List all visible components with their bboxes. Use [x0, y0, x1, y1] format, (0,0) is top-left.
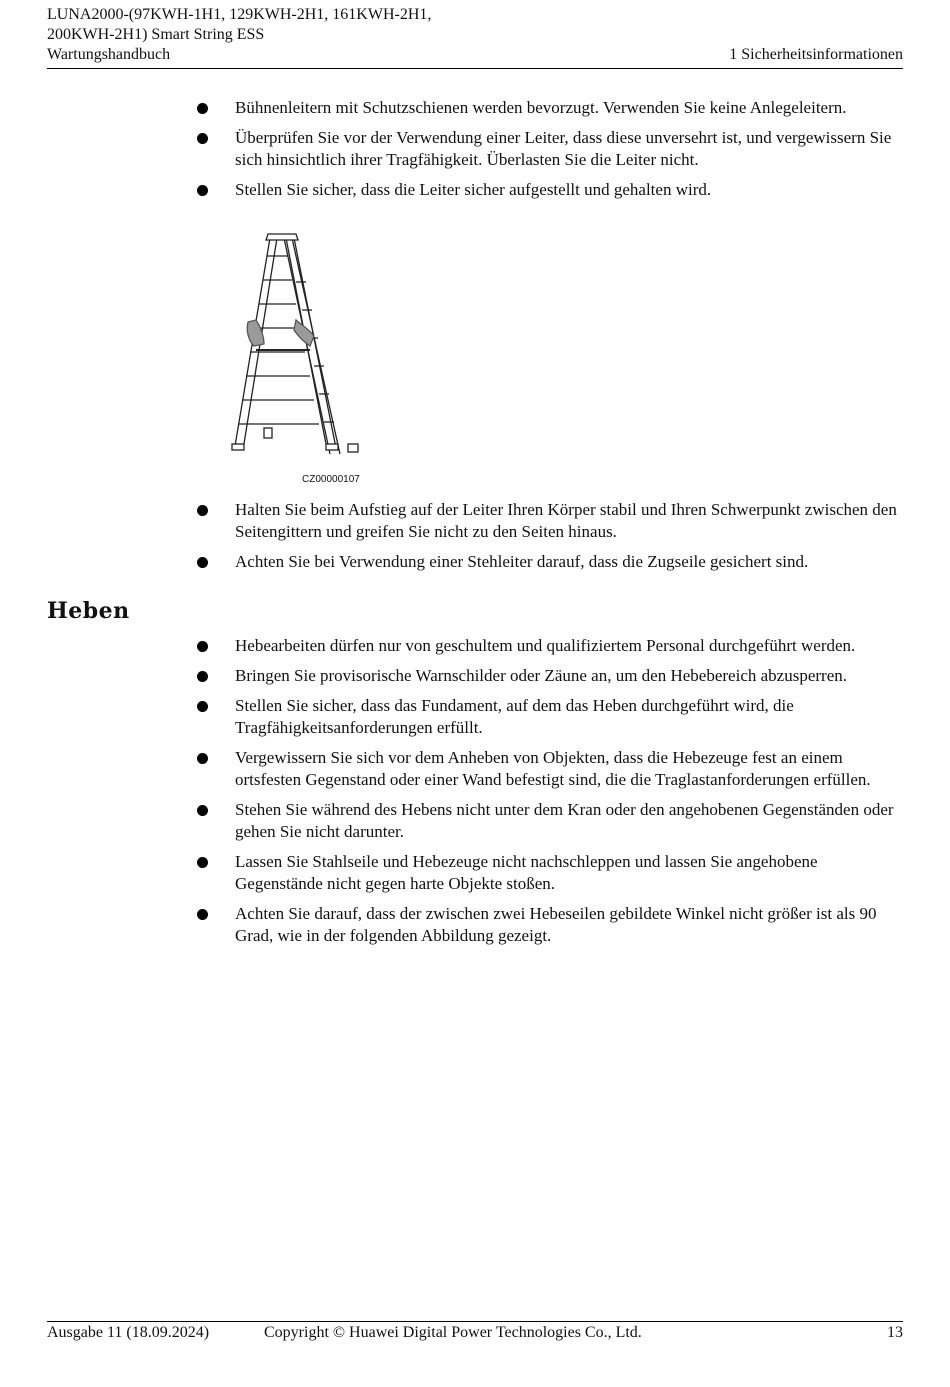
- bullet-text: Lassen Sie Stahlseile und Hebezeuge nicht nachschleppen und lassen Sie angehobene Gegenstände nicht gegen harte Objekte stoßen.: [235, 852, 818, 893]
- list-item: [0, 97, 950, 119]
- bullet-icon: [197, 909, 208, 920]
- bullet-icon: [197, 557, 208, 568]
- list-item: [0, 499, 950, 543]
- bullet-text: Vergewissern Sie sich vor dem Anheben von Objekten, dass die Hebezeuge fest an einem ortsfesten Gegenstand oder einer Wand befestigt sind, die die Traglastanforderungen erfüllen.: [235, 748, 871, 789]
- bullet-icon: [197, 671, 208, 682]
- list-item: [0, 799, 950, 843]
- ladder-bullet-list-continued: [0, 499, 950, 581]
- bullet-icon: [197, 133, 208, 144]
- bullet-icon: [197, 857, 208, 868]
- list-item: [0, 695, 950, 739]
- footer-divider: [47, 1321, 903, 1322]
- bullet-text: Stehen Sie während des Hebens nicht unter dem Kran oder den angehobenen Gegenständen oder gehen Sie nicht darunter.: [235, 800, 894, 841]
- bullet-text: Stellen Sie sicher, dass die Leiter sicher aufgestellt und gehalten wird.: [235, 180, 712, 199]
- ladder-bullet-list: [0, 97, 950, 209]
- bullet-icon: [197, 103, 208, 114]
- lifting-bullet-list: [0, 635, 950, 955]
- document-title-line-2: 200KWH-2H1) Smart String ESS: [47, 26, 265, 43]
- figure-id: CZ00000107: [302, 474, 360, 485]
- section-heading-lifting: Heben: [47, 598, 130, 624]
- list-item: [0, 127, 950, 171]
- bullet-text: Achten Sie bei Verwendung einer Stehleiter darauf, dass die Zugseile gesichert sind.: [235, 552, 809, 571]
- list-item: [0, 179, 950, 201]
- bullet-icon: [197, 701, 208, 712]
- bullet-text: Stellen Sie sicher, dass das Fundament, auf dem das Heben durchgeführt wird, die Tragfähigkeitsanforderungen erfüllt.: [235, 696, 794, 737]
- list-item: [0, 635, 950, 657]
- bullet-icon: [197, 505, 208, 516]
- list-item: [0, 851, 950, 895]
- page-header: [47, 5, 903, 65]
- bullet-text: Bühnenleitern mit Schutzschienen werden bevorzugt. Verwenden Sie keine Anlegeleitern.: [235, 98, 847, 117]
- copyright-notice: Copyright © Huawei Digital Power Technologies Co., Ltd.: [264, 1324, 642, 1341]
- bullet-icon: [197, 805, 208, 816]
- bullet-icon: [197, 185, 208, 196]
- bullet-text: Bringen Sie provisorische Warnschilder oder Zäune an, um den Hebebereich abzusperren.: [235, 666, 847, 685]
- manual-name: Wartungshandbuch: [47, 46, 171, 63]
- header-bottom-row: [47, 45, 903, 65]
- page-number: 13: [887, 1324, 903, 1341]
- bullet-text: Hebearbeiten dürfen nur von geschultem und qualifiziertem Personal durchgeführt werden.: [235, 636, 856, 655]
- edition-label: Ausgabe 11 (18.09.2024): [47, 1324, 210, 1341]
- header-divider: [47, 68, 903, 69]
- bullet-icon: [197, 641, 208, 652]
- stepladder-with-hands-icon: [230, 232, 370, 464]
- list-item: [0, 747, 950, 791]
- list-item: [0, 551, 950, 573]
- bullet-text: Achten Sie darauf, dass der zwischen zwei Hebeseilen gebildete Winkel nicht größer ist als 90 Grad, wie in der folgenden Abbildung gezeigt.: [235, 904, 877, 945]
- list-item: [0, 903, 950, 947]
- bullet-icon: [197, 753, 208, 764]
- chapter-name: 1 Sicherheitsinformationen: [729, 46, 903, 63]
- list-item: [0, 665, 950, 687]
- bullet-text: Halten Sie beim Aufstieg auf der Leiter Ihren Körper stabil und Ihren Schwerpunkt zwischen den Seitengittern und greifen Sie nicht zu den Seiten hinaus.: [235, 500, 897, 541]
- stepladder-illustration: [230, 232, 370, 464]
- bullet-text: Überprüfen Sie vor der Verwendung einer Leiter, dass diese unversehrt ist, und vergewissern Sie sich hinsichtlich ihrer Tragfähigkeit. Überlasten Sie die Leiter nicht.: [235, 128, 892, 169]
- document-title-line-1: LUNA2000-(97KWH-1H1, 129KWH-2H1, 161KWH-2H1,: [47, 6, 432, 23]
